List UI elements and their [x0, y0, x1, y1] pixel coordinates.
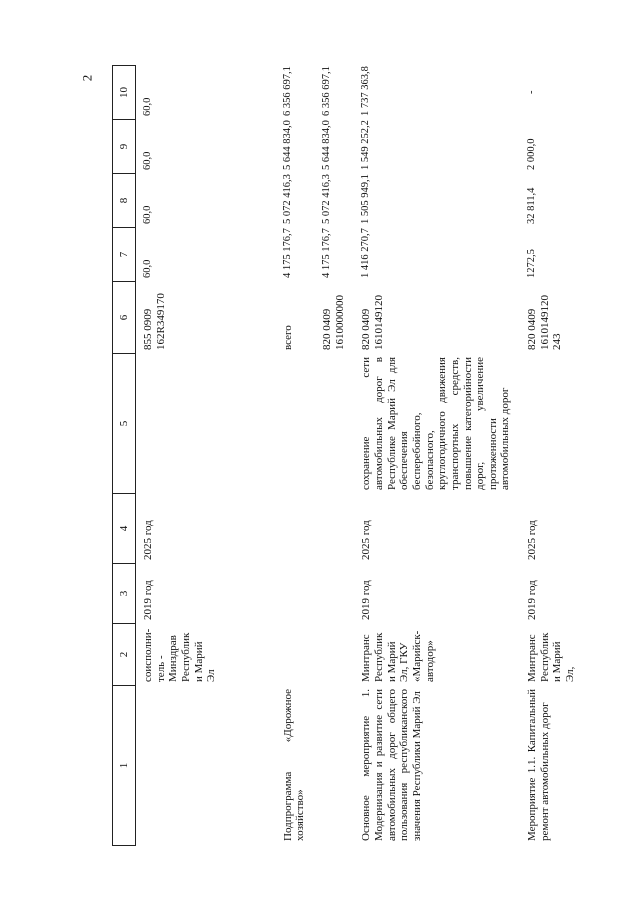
row-name-cell: Подпрограмма «Дорожное хозяйство» [226, 686, 315, 846]
row-name-cell: Основное мероприятие 1. Модернизация и развитие сети автомобильных дорог общего пользования республиканского значения Республики Марий Эл [354, 686, 520, 846]
budget-code-cell: 820 0409 1610149120 [354, 282, 520, 354]
value-cell: 60,0 [136, 228, 226, 282]
value-cell: 5 644 834,0 [226, 120, 315, 174]
result-cell [520, 354, 585, 494]
value-cell: 1 505 949,1 [354, 174, 520, 228]
budget-code-cell: 855 0909 162R349170 [136, 282, 226, 354]
column-header: 5 [113, 354, 136, 494]
start-year-cell: 2019 год [354, 564, 520, 624]
column-header: 7 [113, 228, 136, 282]
executor-cell [226, 624, 315, 686]
value-cell: 60,0 [136, 174, 226, 228]
value-cell: 5 072 416,3 [226, 174, 315, 228]
value-cell: 5 072 416,3 [315, 174, 354, 228]
column-header: 6 [113, 282, 136, 354]
table-row [315, 66, 354, 846]
rotated-table-page [112, 66, 632, 846]
value-cell: - [520, 66, 585, 120]
value-cell: 60,0 [136, 120, 226, 174]
program-table [112, 65, 585, 846]
column-header: 10 [113, 66, 136, 120]
column-header: 4 [113, 494, 136, 564]
result-cell [226, 354, 315, 494]
start-year-cell: 2019 год [136, 564, 226, 624]
result-cell: сохранение сети автомобильных дорог в Республике Марий Эл для обеспечения бесперебойного, безопасного, круглогодичного движения транспортных средств, повышение категорийности дорог, увеличение протяженности автомобильных дорог [354, 354, 520, 494]
start-year-cell [226, 564, 315, 624]
end-year-cell: 2025 год [354, 494, 520, 564]
column-header: 8 [113, 174, 136, 228]
table-row [354, 66, 520, 846]
column-header: 3 [113, 564, 136, 624]
executor-cell: Минтранс Республики Марий Эл, ГКУ «Марийск-автодор» [354, 624, 520, 686]
value-cell: 5 644 834,0 [315, 120, 354, 174]
end-year-cell: 2025 год [520, 494, 585, 564]
column-header: 9 [113, 120, 136, 174]
column-header: 2 [113, 624, 136, 686]
value-cell: 6 356 697,1 [226, 66, 315, 120]
value-cell: 1272,5 [520, 228, 585, 282]
result-cell [136, 354, 226, 494]
value-cell: 1 416 270,7 [354, 228, 520, 282]
start-year-cell: 2019 год [520, 564, 585, 624]
executor-cell: соисполни-тель - Минздрав Республики Марий Эл [136, 624, 226, 686]
row-name-cell [315, 686, 354, 846]
budget-code-cell: всего [226, 282, 315, 354]
value-cell: 60,0 [136, 66, 226, 120]
start-year-cell [315, 564, 354, 624]
row-name-cell: Мероприятие 1.1. Капитальный ремонт автомобильных дорог [520, 686, 585, 846]
budget-code-cell: 820 0409 1610000000 [315, 282, 354, 354]
end-year-cell: 2025 год [136, 494, 226, 564]
value-cell: 32 811,4 [520, 174, 585, 228]
value-cell: 2 000,0 [520, 120, 585, 174]
end-year-cell [226, 494, 315, 564]
column-header: 1 [113, 686, 136, 846]
row-name-cell [136, 686, 226, 846]
table-row [136, 66, 226, 846]
end-year-cell [315, 494, 354, 564]
value-cell: 6 356 697,1 [315, 66, 354, 120]
budget-code-cell: 820 0409 1610149120 243 [520, 282, 585, 354]
value-cell: 1 737 363,8 [354, 66, 520, 120]
table-row [520, 66, 585, 846]
header-row [113, 66, 136, 846]
result-cell [315, 354, 354, 494]
page-number: 2 [79, 74, 95, 82]
value-cell: 4 175 176,7 [226, 228, 315, 282]
executor-cell: Минтранс Республики Марий Эл, [520, 624, 585, 686]
table-row [226, 66, 315, 846]
value-cell: 1 549 252,2 [354, 120, 520, 174]
executor-cell [315, 624, 354, 686]
value-cell: 4 175 176,7 [315, 228, 354, 282]
